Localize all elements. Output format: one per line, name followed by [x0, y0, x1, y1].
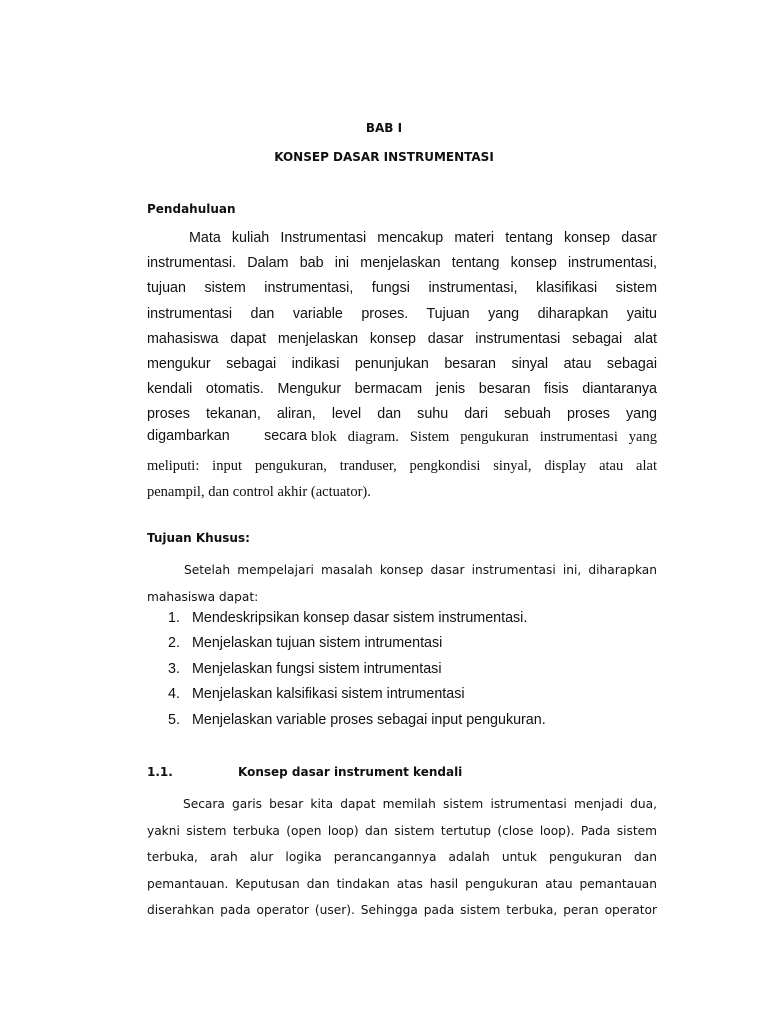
section-title: Konsep dasar instrument kendali — [238, 765, 463, 779]
intro-line: tujuan sistem instrumentasi, fungsi instrumentasi, klasifikasi sistem — [147, 280, 657, 297]
list-item — [168, 634, 546, 659]
intro-line: kendali otomatis. Mengukur bermacam jenis besaran fisis diantaranya — [147, 381, 657, 398]
goals-heading: Tujuan Khusus: — [147, 531, 250, 545]
section-line: pemantauan. Keputusan dan tindakan atas hasil pengukuran atau pemantauan — [147, 876, 657, 891]
intro-paragraph — [147, 226, 657, 428]
list-item — [168, 660, 546, 685]
list-item — [168, 711, 546, 736]
list-text: Mendeskripsikan konsep dasar sistem instrumentasi. — [192, 610, 528, 626]
intro-line: mengukur sebagai indikasi penunjukan besaran sinyal atau sebagai — [147, 356, 657, 373]
section-line: terbuka, arah alur logika perancangannya adalah untuk pengukuran dan — [147, 850, 657, 865]
goals-line: Setelah mempelajari masalah konsep dasar instrumentasi ini, diharapkan — [184, 563, 657, 577]
intro-line: penampil, dan control akhir (actuator). — [147, 483, 371, 500]
section-number: 1.1. — [147, 765, 173, 779]
list-number: 1. — [168, 610, 180, 626]
list-number: 3. — [168, 660, 180, 677]
intro-line: meliputi: input pengukuran, tranduser, pengkondisi sinyal, display atau alat — [147, 458, 657, 474]
list-text: Menjelaskan kalsifikasi sistem intrumentasi — [192, 686, 465, 703]
section-line: Secara garis besar kita dapat memilah sistem istrumentasi menjadi dua, — [183, 797, 657, 811]
chapter-title: KONSEP DASAR INSTRUMENTASI — [274, 150, 494, 164]
chapter-label: BAB I — [365, 121, 403, 135]
list-number: 4. — [168, 686, 180, 703]
intro-paragraph-serif — [147, 454, 657, 505]
list-text: Menjelaskan variable proses sebagai input pengukuran. — [192, 711, 546, 728]
intro-mixed-line — [147, 428, 657, 454]
section-line: yakni sistem terbuka (open loop) dan sistem tertutup (close loop). Pada sistem — [147, 823, 657, 838]
list-text: Menjelaskan fungsi sistem intrumentasi — [192, 660, 442, 677]
section-line: diserahkan pada operator (user). Sehingga pada sistem terbuka, peran operator — [147, 903, 657, 918]
section-paragraph — [147, 791, 657, 924]
intro-line: proses tekanan, aliran, level dan suhu dari sebuah proses yang — [147, 406, 657, 423]
intro-line-sans-part: digambarkan secara — [147, 428, 307, 444]
goals-list — [168, 609, 546, 736]
list-text: Menjelaskan tujuan sistem intrumentasi — [192, 635, 443, 652]
goals-line: mahasiswa dapat: — [147, 590, 259, 604]
list-number: 2. — [168, 635, 180, 652]
intro-line: mahasiswa dapat menjelaskan konsep dasar instrumentasi sebagai alat — [147, 330, 657, 347]
goals-intro — [147, 557, 657, 611]
list-number: 5. — [168, 711, 180, 728]
intro-line: Mata kuliah Instrumentasi mencakup materi tentang konsep dasar — [189, 230, 657, 246]
intro-line: instrumentasi. Dalam bab ini menjelaskan tentang konsep instrumentasi, — [147, 255, 657, 272]
intro-heading: Pendahuluan — [147, 202, 236, 216]
list-item — [168, 685, 546, 710]
intro-line-serif-part: blok diagram. Sistem pengukuran instrumentasi yang — [311, 429, 657, 445]
list-item — [168, 609, 546, 634]
intro-line: instrumentasi dan variable proses. Tujuan yang diharapkan yaitu — [147, 305, 657, 322]
